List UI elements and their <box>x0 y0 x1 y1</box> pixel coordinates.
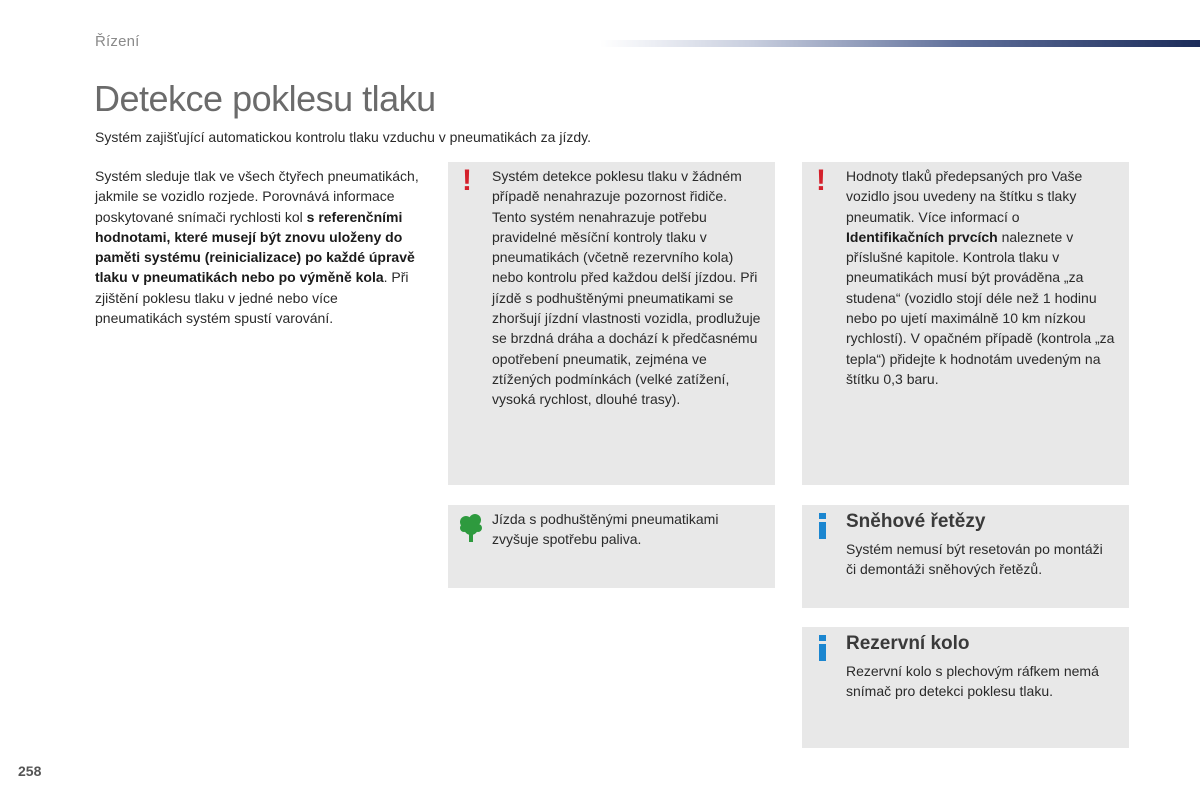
left-column-text-1: Systém sleduje tlak ve všech čtyřech pneumatikách, jakmile se vozidlo rozjede. Porovnává informace poskytované snímači rychlosti kol <box>95 168 419 225</box>
spare-wheel-text: Rezervní kolo s plechovým ráfkem nemá snímač pro detekci poklesu tlaku. <box>846 663 1099 700</box>
warning-box-2-text <box>846 166 1115 389</box>
info-icon <box>818 635 826 661</box>
exclamation-icon: ! <box>462 164 472 197</box>
page-number: 258 <box>18 763 42 779</box>
tree-icon <box>459 513 483 543</box>
left-column-text-2: . Při zjištění poklesu tlaku v jedné nebo více pneumatikách systém spustí varování. <box>95 269 409 327</box>
eco-box-text: Jízda s podhuštěnými pneumatikami zvyšuje spotřebu paliva. <box>492 511 719 548</box>
exclamation-icon: ! <box>816 164 826 197</box>
spare-wheel-box <box>802 627 1129 748</box>
warning-box-2-text-2: naleznete v příslušné kapitole. Kontrola tlaku v pneumatikách musí být prováděna „za studena“ (vozidlo stojí déle než 1 hodinu nebo po ujetí maximálně 10 km nízkou rychlostí). V opačném případě (kontrola „za tepla“) přidejte k hodnotám uvedeným na štítku 0,3 baru. <box>846 228 1115 387</box>
eco-box <box>448 505 775 588</box>
snow-chains-text: Systém nemusí být resetován po montáži či demontáži sněhových řetězů. <box>846 541 1103 578</box>
left-column-bold: s referenčními hodnotami, které musejí být znovu uloženy do paměti systému (reinicializace) po každé úpravě tlaku v pneumatikách nebo po výměně kola <box>95 208 415 286</box>
snow-chains-heading: Sněhové řetězy <box>846 511 986 532</box>
warning-box-2-text-1: Hodnoty tlaků předepsaných pro Vaše vozidlo jsou uvedeny na štítku s tlaky pneumatik. Více informací o <box>846 168 1083 225</box>
spare-wheel-heading: Rezervní kolo <box>846 633 970 654</box>
warning-box-2 <box>802 162 1129 485</box>
warning-box-1 <box>448 162 775 485</box>
snow-chains-box <box>802 505 1129 608</box>
section-label: Řízení <box>95 33 140 50</box>
left-column-text <box>95 166 425 328</box>
page-title: Detekce poklesu tlaku <box>94 78 436 119</box>
intro-text: Systém zajišťující automatickou kontrolu tlaku vzduchu v pneumatikách za jízdy. <box>95 129 591 145</box>
header-bar <box>600 40 1200 47</box>
warning-box-2-bold: Identifikačních prvcích <box>846 228 998 245</box>
info-icon <box>818 513 826 539</box>
warning-box-1-text: Systém detekce poklesu tlaku v žádném případě nenahrazuje pozornost řidiče. Tento systém nenahrazuje potřebu pravidelné měsíční kontroly tlaku v pneumatikách (včetně rezervního kola) nebo kontrolu před každou delší jízdou. Při jízdě s podhuštěnými pneumatikami se zhoršují jízdní vlastnosti vozidla, prodlužuje se brzdná dráha a dochází k předčasnému opotřebení pneumatik, zejména ve ztížených podmínkách (velké zatížení, vysoká rychlost, dlouhé trasy). <box>492 168 761 408</box>
